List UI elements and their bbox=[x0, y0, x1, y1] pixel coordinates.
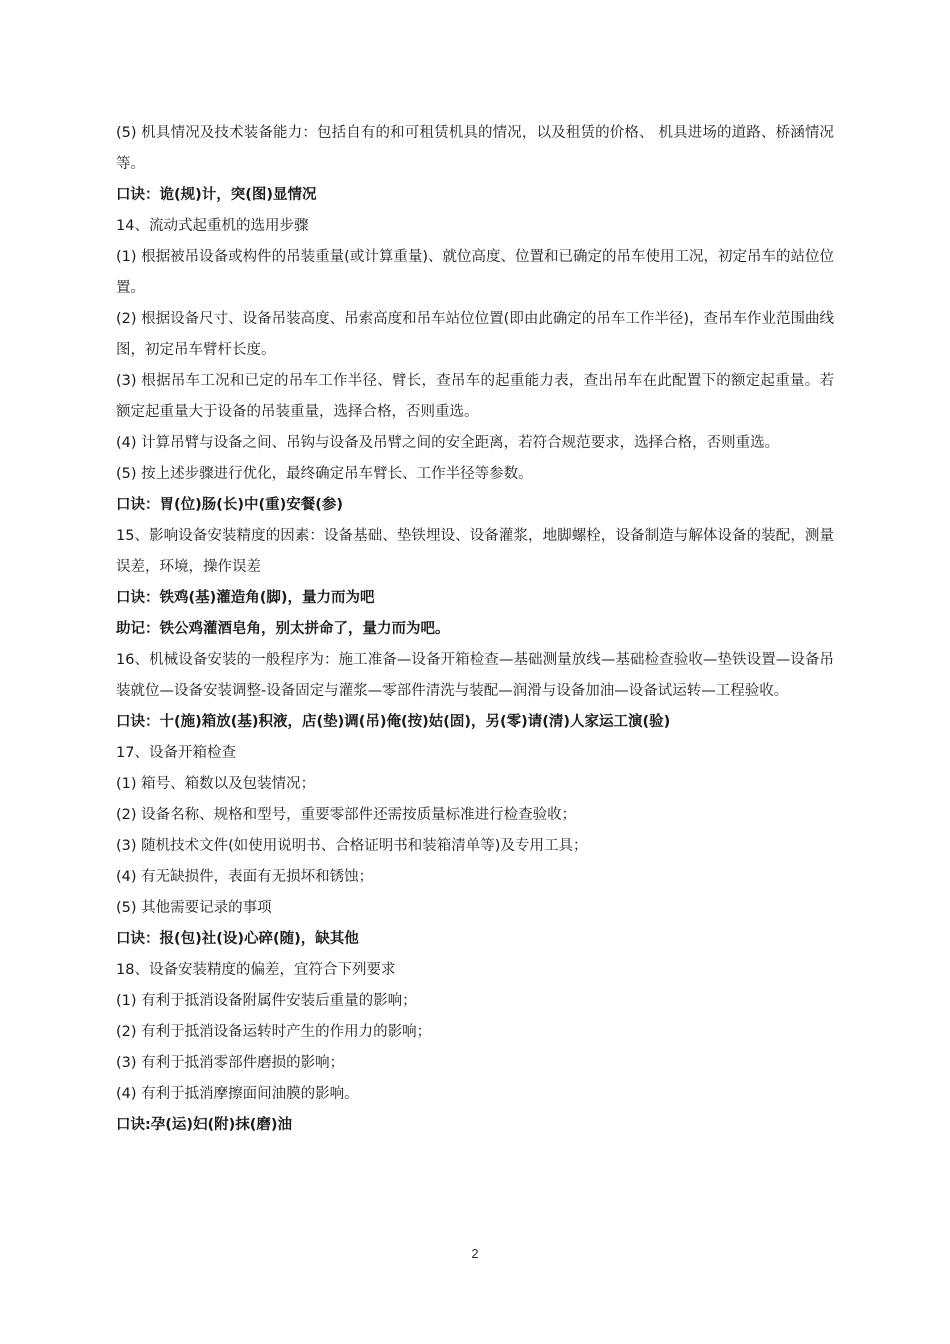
list-item: (1) 箱号、箱数以及包装情况； bbox=[116, 776, 316, 792]
list-item: (4) 有利于抵消摩擦面间油膜的影响。 bbox=[116, 1086, 359, 1102]
section-heading: 16、机械设备安装的一般程序为：施工准备—设备开箱检查—基础测量放线—基础检查验收—垫铁设置—设备吊装就位—设备安装调整-设备固定与灌浆—零部件清洗与装配—润滑与设备加油—设备试运转—工程验收。 bbox=[116, 652, 834, 699]
mnemonic: 口诀：诡(规)计，突(图)显情况 bbox=[116, 187, 317, 203]
mnemonic: 口诀:孕(运)妇(附)抹(磨)油 bbox=[116, 1117, 293, 1133]
list-item: (2) 设备名称、规格和型号，重要零部件还需按质量标准进行检查验收； bbox=[116, 807, 577, 823]
list-item: (2) 有利于抵消设备运转时产生的作用力的影响； bbox=[116, 1024, 432, 1040]
list-item: (1) 根据被吊设备或构件的吊装重量(或计算重量)、就位高度、位置和已确定的吊车使用工况，初定吊车的站位位置。 bbox=[116, 249, 834, 296]
list-item: (5) 按上述步骤进行优化，最终确定吊车臂长、工作半径等参数。 bbox=[116, 466, 533, 482]
list-item: (5) 其他需要记录的事项 bbox=[116, 900, 272, 916]
list-item: (2) 根据设备尺寸、设备吊装高度、吊索高度和吊车站位位置(即由此确定的吊车工作半径)，查吊车作业范围曲线图，初定吊车臂杆长度。 bbox=[116, 311, 834, 358]
list-item: (3) 有利于抵消零部件磨损的影响； bbox=[116, 1055, 345, 1071]
mnemonic: 口诀：报(包)社(设)心碎(随)，缺其他 bbox=[116, 931, 359, 947]
list-item: (3) 根据吊车工况和已定的吊车工作半径、臂长，查吊车的起重能力表，查出吊车在此配置下的额定起重量。若额定起重量大于设备的吊装重量，选择合格，否则重选。 bbox=[116, 373, 834, 420]
list-item: (1) 有利于抵消设备附属件安装后重量的影响； bbox=[116, 993, 417, 1009]
section-heading: 14、流动式起重机的选用步骤 bbox=[116, 218, 309, 234]
mnemonic: 口诀：铁鸡(基)灌造角(脚)，量力而为吧 bbox=[116, 590, 375, 606]
list-item: (3) 随机技术文件(如使用说明书、合格证明书和装箱清单等)及专用工具； bbox=[116, 838, 588, 854]
section-heading: 18、设备安装精度的偏差，宜符合下列要求 bbox=[116, 962, 396, 978]
document-body bbox=[116, 118, 834, 1141]
list-item: (4) 计算吊臂与设备之间、吊钩与设备及吊臂之间的安全距离，若符合规范要求，选择合格，否则重选。 bbox=[116, 435, 780, 451]
list-item: (4) 有无缺损件，表面有无损坏和锈蚀； bbox=[116, 869, 374, 885]
mnemonic: 口诀：胃(位)肠(长)中(重)安餐(参) bbox=[116, 497, 344, 513]
page-number: 2 bbox=[471, 1246, 479, 1261]
section-heading: 15、影响设备安装精度的因素：设备基础、垫铁埋设、设备灌浆，地脚螺栓，设备制造与解体设备的装配，测量误差，环境，操作误差 bbox=[116, 528, 834, 575]
section-heading: 17、设备开箱检查 bbox=[116, 745, 236, 761]
paragraph: (5) 机具情况及技术装备能力：包括自有的和可租赁机具的情况，以及租赁的价格、 机具进场的道路、桥涵情况等。 bbox=[116, 125, 834, 172]
memory-aid: 助记：铁公鸡灌酒皂角，别太拼命了，量力而为吧。 bbox=[116, 621, 450, 637]
mnemonic: 口诀：十(施)箱放(基)积液，店(垫)调(吊)俺(按)姑(固)，另(零)请(清)人家运工演(验) bbox=[116, 714, 671, 730]
